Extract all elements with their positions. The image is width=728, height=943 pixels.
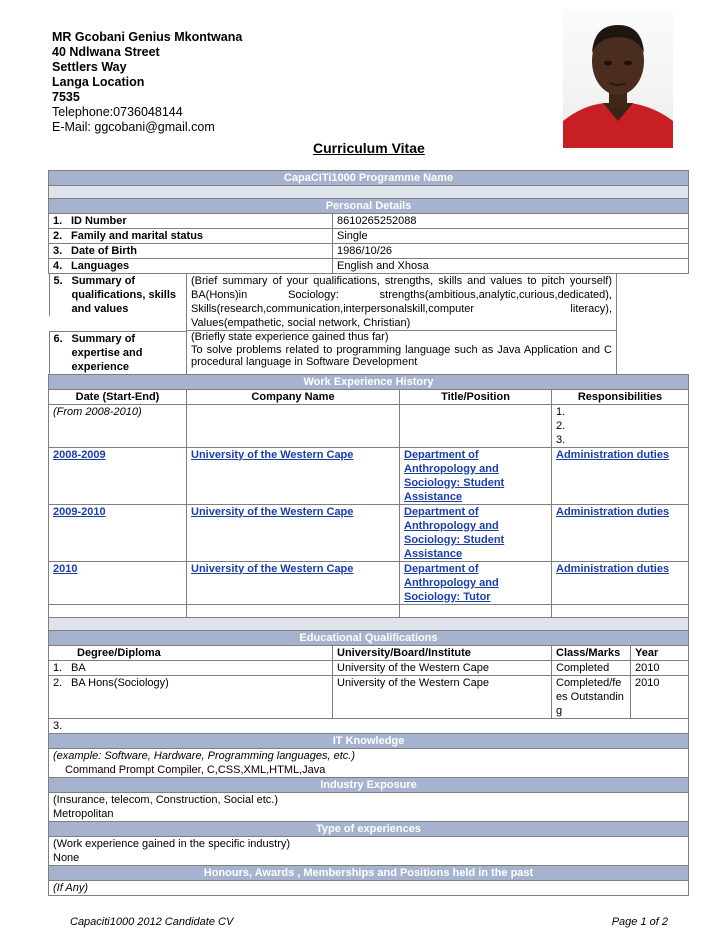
section-heading-experiences: Type of experiences — [49, 821, 689, 836]
address-line: Langa Location — [52, 75, 145, 89]
column-header-title: Title/Position — [400, 389, 552, 404]
qualifications-summary: (Brief summary of your qualifications, strengths, skills and values to pitch yourself) BA(Hons)in Sociology: strengths(ambitious,analytic,curious,dedicated), Skills(research,communication,interpersonalskill,computer literacy), Values(empathetic, social network, Christian) — [187, 274, 617, 331]
cv-body — [48, 170, 688, 896]
table-row — [49, 274, 689, 331]
section-heading-honours: Honours, Awards , Memberships and Positions held in the past — [49, 865, 689, 880]
position-link[interactable]: Department of Anthropology and Sociology: Student Assistance — [404, 448, 505, 503]
column-header-responsibilities: Responsibilities — [552, 389, 689, 404]
year: 2010 — [631, 675, 689, 718]
column-header-year: Year — [631, 645, 689, 660]
example-date: (From 2008-2010) — [49, 404, 187, 447]
row-number: 1. — [53, 661, 63, 674]
column-header-company: Company Name — [187, 389, 400, 404]
row-number: 2. — [53, 230, 63, 242]
it-knowledge: Command Prompt Compiler, C,CSS,XML,HTML,Java — [65, 763, 326, 776]
page-number: Page 1 of 2 — [611, 916, 668, 928]
work-date-link[interactable]: 2010 — [53, 562, 78, 575]
table-row — [49, 718, 689, 733]
row-number: 3. — [53, 245, 63, 257]
spacer — [49, 186, 689, 199]
table-header-row — [49, 645, 689, 660]
row-number: 4. — [53, 260, 63, 272]
field-value: Single — [333, 229, 689, 244]
email: E-Mail: ggcobani@gmail.com — [52, 120, 215, 134]
field-label: Summary of expertise and experience — [71, 332, 143, 373]
section-heading-it: IT Knowledge — [49, 733, 689, 748]
spacer — [49, 617, 689, 630]
honours-value: (If Any) — [49, 880, 689, 895]
example-responsibility: 2. — [556, 419, 566, 432]
column-header-class: Class/Marks — [552, 645, 631, 660]
column-header-date: Date (Start-End) — [49, 389, 187, 404]
telephone: Telephone:0736048144 — [52, 105, 183, 119]
table-row — [49, 792, 689, 821]
row-number: 2. — [53, 676, 63, 689]
row-number: 6. — [53, 332, 63, 345]
column-header-degree: Degree/Diploma — [49, 645, 333, 660]
industry-example: (Insurance, telecom, Construction, Social etc.) — [53, 793, 278, 806]
company-link[interactable]: University of the Western Cape — [191, 448, 354, 461]
expertise-summary: To solve problems related to programming language such as Java Application and C procedural language in Software Development — [191, 343, 612, 368]
year: 2010 — [631, 660, 689, 675]
table-row — [49, 504, 689, 561]
table-row — [49, 259, 689, 274]
company-link[interactable]: University of the Western Cape — [191, 562, 354, 575]
field-label: Date of Birth — [71, 245, 137, 257]
field-value: 8610265252088 — [333, 214, 689, 229]
experiences-value: None — [53, 851, 80, 864]
table-row — [49, 836, 689, 865]
column-header-institute: University/Board/Institute — [333, 645, 552, 660]
table-row — [49, 229, 689, 244]
table-row — [49, 660, 689, 675]
table-row — [49, 880, 689, 895]
field-label: Languages — [71, 260, 130, 272]
expertise-hint: (Briefly state experience gained thus far) — [191, 331, 389, 343]
footer-left: Capaciti1000 2012 Candidate CV — [70, 916, 234, 928]
class-marks: Completed — [552, 660, 631, 675]
programme-band: CapaCITi1000 Programme Name — [49, 171, 689, 186]
responsibility-link[interactable]: Administration duties — [556, 448, 670, 461]
table-row — [49, 675, 689, 718]
field-value: English and Xhosa — [333, 259, 689, 274]
field-label: Summary of qualifications, skills and values — [71, 275, 177, 315]
degree: BA Hons(Sociology) — [71, 676, 169, 689]
table-row — [49, 748, 689, 777]
industry-exposure: Metropolitan — [53, 807, 114, 820]
work-date-link[interactable]: 2009-2010 — [53, 505, 106, 518]
section-heading-education: Educational Qualifications — [49, 630, 689, 645]
contact-header — [52, 30, 242, 135]
profile-photo — [563, 9, 673, 148]
row-number: 3. — [49, 718, 689, 733]
field-label: Family and marital status — [71, 230, 204, 242]
example-responsibility: 3. — [556, 433, 566, 446]
table-row — [49, 404, 689, 447]
address-line: 40 Ndlwana Street — [52, 45, 160, 59]
table-row — [49, 561, 689, 604]
table-row — [49, 447, 689, 504]
institute: University of the Western Cape — [333, 660, 552, 675]
page-title: Curriculum Vitae — [313, 140, 425, 156]
table-row — [49, 214, 689, 229]
field-label: ID Number — [71, 215, 127, 227]
row-number: 5. — [53, 275, 63, 287]
address-line: 7535 — [52, 90, 80, 104]
section-heading-work: Work Experience History — [49, 374, 689, 389]
responsibility-link[interactable]: Administration duties — [556, 562, 670, 575]
table-header-row — [49, 389, 689, 404]
it-example: (example: Software, Hardware, Programming languages, etc.) — [53, 749, 356, 762]
position-link[interactable]: Department of Anthropology and Sociology: Student Assistance — [404, 505, 505, 560]
profile-photo-icon — [563, 9, 673, 148]
candidate-name: MR Gcobani Genius Mkontwana — [52, 30, 243, 44]
row-number: 1. — [53, 215, 63, 227]
degree: BA — [71, 661, 86, 674]
field-value: 1986/10/26 — [333, 244, 689, 259]
company-link[interactable]: University of the Western Cape — [191, 505, 354, 518]
institute: University of the Western Cape — [333, 675, 552, 718]
table-row — [49, 331, 689, 375]
work-date-link[interactable]: 2008-2009 — [53, 448, 106, 461]
position-link[interactable]: Department of Anthropology and Sociology: Tutor — [404, 562, 499, 603]
address-line: Settlers Way — [52, 60, 127, 74]
section-heading-industry: Industry Exposure — [49, 777, 689, 792]
responsibility-link[interactable]: Administration duties — [556, 505, 670, 518]
table-row — [49, 604, 689, 617]
table-row — [49, 244, 689, 259]
section-heading-personal: Personal Details — [49, 199, 689, 214]
example-responsibility: 1. — [556, 405, 566, 418]
experiences-example: (Work experience gained in the specific industry) — [53, 837, 291, 850]
class-marks: Completed/fees Outstanding — [552, 675, 631, 718]
cv-table — [48, 170, 689, 896]
